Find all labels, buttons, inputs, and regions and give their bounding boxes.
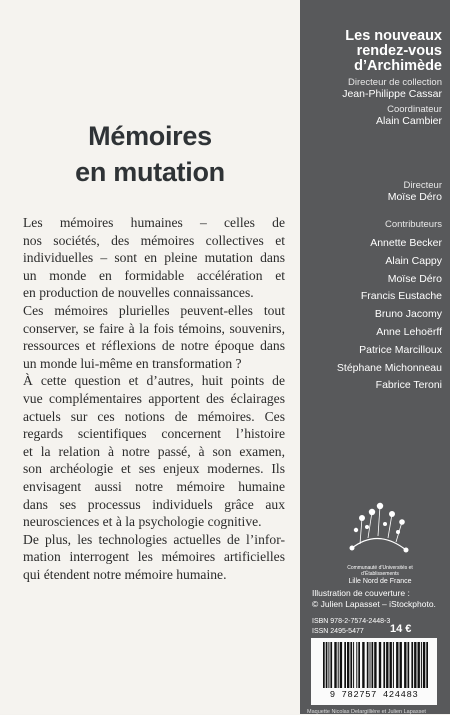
contributor-name: Francis Eustache [360, 290, 442, 303]
description-line: Ces mémoires plurielles peuvent-elles tout [23, 302, 285, 318]
director-name: Moïse Déro [387, 191, 442, 203]
description-line: individuelles – sont en pleine mutation dans [23, 250, 285, 266]
contributor-name: Bruno Jacomy [374, 308, 442, 321]
contributor-name: Alain Cappy [385, 254, 442, 267]
description-line: dans ses processus individuels grâce aux [23, 496, 285, 512]
barcode-number: 9 782757 424483 [329, 690, 419, 700]
coordinator-label: Coordinateur [387, 104, 442, 115]
isbn-block [312, 617, 390, 637]
description-line: Les mémoires humaines – celles de [23, 215, 285, 230]
price-label: 14 € [390, 623, 412, 635]
series-title-line-1: Les nouveaux [345, 28, 442, 44]
contributor-name: Patrice Marcilloux [359, 343, 442, 356]
illustration-label: Illustration de couverture : [312, 588, 410, 598]
printer-credit: Maquette Nicolas Delargillière et Julien Lapasset [307, 709, 426, 715]
description-line: regards scientifiques concernent l’histoire [23, 426, 285, 442]
description-line: actuels sur ces notions de mémoires. Ces [23, 408, 285, 424]
contributor-name: Stéphane Michonneau [336, 361, 442, 374]
book-description [23, 214, 285, 583]
contributor-name: Moïse Déro [387, 272, 442, 285]
logo-caption-big: Lille Nord de France [348, 578, 412, 585]
description-line: vue complémentaires apportent des éclairages [23, 390, 285, 406]
logo-caption-small: Communauté d’Universités et d’Établissements [347, 565, 413, 577]
contributors-label: Contributeurs [384, 219, 442, 230]
description-line: De plus, les technologies actuelles de l’infor- [23, 531, 285, 547]
description-line: qui étendent notre mémoire humaine. [23, 566, 227, 582]
logo-caption [330, 565, 430, 586]
description-line: À cette question et d’autres, huit points de [23, 373, 285, 389]
description-line: nos sociétés, des mémoires collectives et [23, 232, 285, 248]
issn-number: ISSN 2495-5477 [312, 628, 364, 635]
university-logo-icon [338, 500, 418, 570]
illustration-credit [312, 588, 436, 610]
description-line: ressources et réflexions de notre époque dans [23, 338, 285, 354]
director-label: Directeur [403, 180, 442, 191]
book-title-line-2: en mutation [75, 157, 225, 187]
barcode-icon [311, 638, 437, 690]
description-line: neurosciences et à la psychologie cognitive. [23, 514, 262, 530]
description-line: un monde en formidable accélération et [23, 267, 285, 283]
description-line: mation interrogent les mémoires artificielles [23, 549, 285, 565]
isbn-number: ISBN 978-2-7574-2448-3 [312, 618, 391, 625]
contributor-name: Anne Lehoërff [376, 325, 442, 338]
description-line: en production de nouvelles connaissances. [23, 285, 254, 301]
description-line: son archéologie et ses enjeux modernes. Ils [23, 461, 285, 477]
description-line: conserver, se faire à la fois témoins, souvenirs, [23, 320, 285, 336]
description-line: envisagent aussi notre mémoire humaine [23, 478, 285, 494]
collection-director-label: Directeur de collection [348, 77, 442, 88]
illustration-source: © Julien Lapasset – iStockphoto. [312, 599, 436, 609]
description-line: et la relation à notre passé, à son examen, [23, 443, 285, 459]
contributor-name: Fabrice Teroni [375, 379, 442, 392]
description-line: un monde lui-même en transformation ? [23, 355, 242, 371]
collection-director-name: Jean-Philippe Cassar [342, 88, 442, 100]
series-title-line-3: d’Archimède [354, 58, 442, 74]
book-title-line-1: Mémoires [88, 121, 212, 151]
contributors-list [337, 235, 442, 395]
contributor-name: Annette Becker [370, 237, 442, 249]
series-title-line-2: rendez-vous [356, 43, 442, 59]
coordinator-name: Alain Cambier [376, 115, 442, 127]
